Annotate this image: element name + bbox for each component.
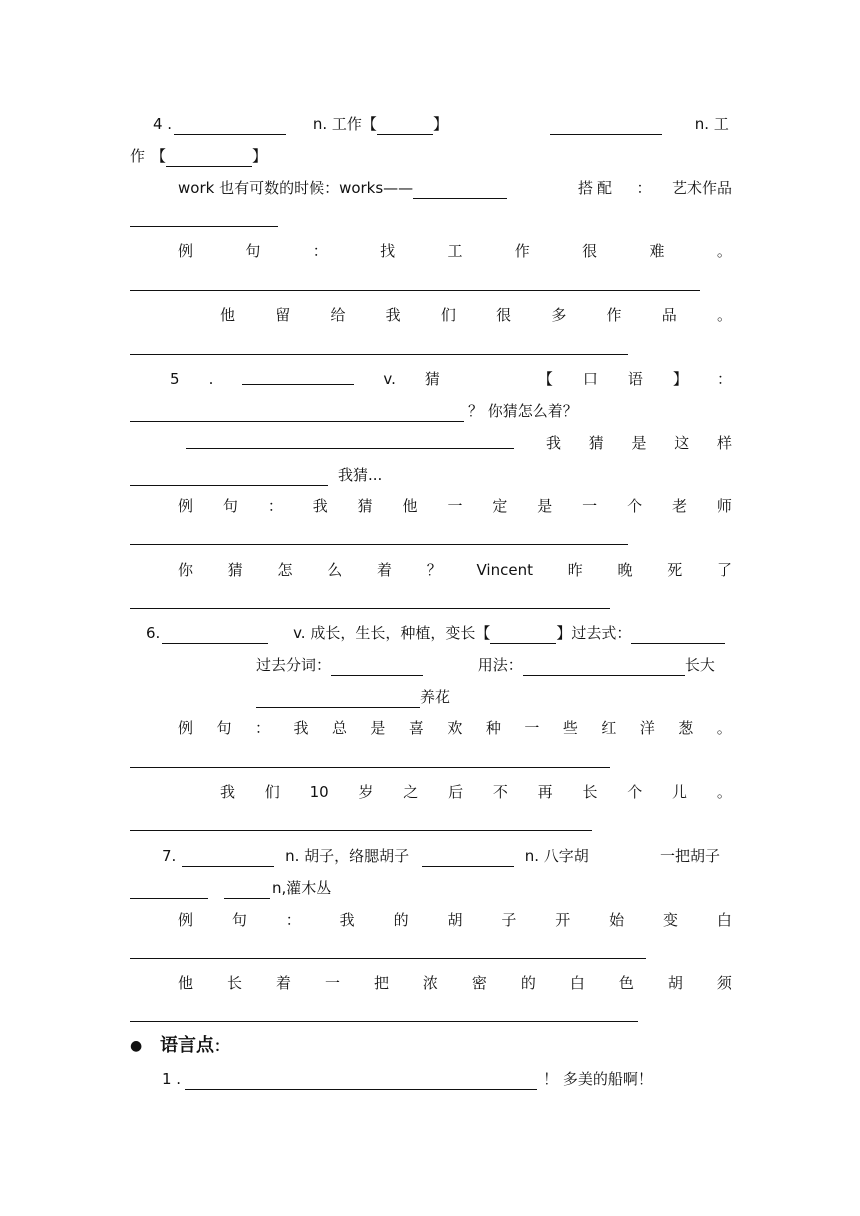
language-point-1-text: ！ 多美的船啊！ [543, 1070, 653, 1088]
item7-line2 [130, 877, 331, 899]
item4-meaning2: n. 工 [694, 115, 729, 133]
item5-example2-char: ？ [426, 561, 442, 579]
item4-example2 [220, 304, 732, 326]
item6-example1-char: ： [254, 719, 270, 737]
item6-example1-char: 洋 [639, 719, 655, 737]
item5-example1-char: 句 [222, 497, 238, 515]
item6-blank-5[interactable] [523, 659, 685, 676]
item6-line3 [256, 686, 450, 708]
item6-example1-char: 欢 [447, 719, 463, 737]
item4-note: work 也有可数的时候：works—— [178, 179, 414, 197]
item5-example1-answer[interactable] [130, 544, 628, 545]
item4-blank-2[interactable] [377, 118, 433, 135]
item5-example2-char: 么 [327, 561, 343, 579]
item5-dot: . [208, 370, 214, 388]
item5-example2-char: 怎 [277, 561, 293, 579]
item7-example1-char: 变 [663, 911, 679, 929]
item6-example1-answer[interactable] [130, 767, 610, 768]
bullet-icon: ● [130, 1038, 143, 1054]
item5-example2-char: 了 [716, 561, 732, 579]
item6-example2-char: 长 [582, 783, 598, 801]
item5-line3 [186, 432, 732, 454]
language-points-heading [130, 1033, 229, 1059]
item7-example2-char: 浓 [422, 974, 438, 992]
item6-past-label: 】过去式： [556, 624, 632, 642]
item4-line1-right [550, 113, 729, 135]
item5-example2-char: 死 [667, 561, 683, 579]
item4-example2-char: 品 [661, 306, 677, 324]
item4-blank-5[interactable] [413, 182, 507, 199]
item7-line1 [162, 845, 589, 867]
item6-example1-char: 我 [293, 719, 309, 737]
item7-example2-char: 一 [324, 974, 340, 992]
item6-example2-answer[interactable] [130, 830, 592, 831]
item7-example2-answer[interactable] [130, 1021, 638, 1022]
item6-example1 [178, 717, 732, 739]
item5-example1-char: 我 [312, 497, 328, 515]
item5-blank-1[interactable] [242, 368, 354, 385]
item4-example2-char: 多 [551, 306, 567, 324]
item5-example1-char: 师 [716, 497, 732, 515]
item7-example1 [178, 909, 732, 931]
item5-example2-answer[interactable] [130, 608, 610, 609]
item5-example1-char: 老 [671, 497, 687, 515]
item5-example2-char: Vincent [476, 561, 533, 579]
item7-m4: n,灌木丛 [272, 879, 332, 897]
item5-blank-3[interactable] [186, 432, 514, 449]
item4-example2-char: 他 [220, 306, 236, 324]
item6-example2 [220, 781, 732, 803]
language-point-1-blank[interactable] [185, 1073, 537, 1090]
item7-blank-2[interactable] [422, 850, 514, 867]
item6-example1-char: 是 [370, 719, 386, 737]
item4-example2-char: 们 [440, 306, 456, 324]
item6-example2-char: 个 [627, 783, 643, 801]
item4-example1-char: 找 [380, 242, 396, 260]
item6-blank-2[interactable] [490, 627, 556, 644]
item6-example1-char: 一 [524, 719, 540, 737]
item5-example1-char: 是 [537, 497, 553, 515]
item5-example1-char: ： [267, 497, 283, 515]
item5-tag-char: 】 [672, 370, 688, 388]
item4-rbracket: 】 [432, 115, 448, 133]
item6-blank-1[interactable] [162, 627, 268, 644]
item6-usage-label: 用法： [477, 656, 523, 674]
item7-blank-3[interactable] [130, 882, 208, 899]
item7-example1-char: 白 [716, 911, 732, 929]
item4-example2-char: 很 [496, 306, 512, 324]
item4-meaning1: n. 工作 [312, 115, 362, 133]
language-points-title: 语言点 [159, 1035, 214, 1056]
item7-example2-char: 须 [716, 974, 732, 992]
item4-collocation-colon: ： [636, 179, 652, 197]
item7-example2-char: 白 [569, 974, 585, 992]
item4-line1 [153, 113, 448, 135]
item7-example1-char: 开 [555, 911, 571, 929]
item4-example1-char: ： [312, 242, 328, 260]
item5-colon: ： [716, 370, 732, 388]
item6-example1-char: 。 [716, 719, 732, 737]
item7-example2-char: 他 [178, 974, 194, 992]
item4-example1-char: 很 [582, 242, 598, 260]
item6-example2-char: 再 [537, 783, 553, 801]
item5-example1-char: 一 [582, 497, 598, 515]
item5-example2-char: 你 [178, 561, 194, 579]
item7-m2: n. 八字胡 [524, 847, 589, 865]
item5-example2-char: 晚 [617, 561, 633, 579]
item5-example1 [178, 495, 732, 517]
item7-example2-char: 把 [373, 974, 389, 992]
item5-example1-char: 他 [402, 497, 418, 515]
item6-example2-char: 。 [716, 783, 732, 801]
item5-tag-char: 【 [537, 370, 553, 388]
item5-phrase2-char: 样 [716, 434, 732, 452]
item4-example1-char: 工 [447, 242, 463, 260]
item5-pos: v. [383, 370, 396, 388]
item6-example1-char: 喜 [408, 719, 424, 737]
item6-example2-char: 后 [448, 783, 464, 801]
item5-example2-char: 着 [377, 561, 393, 579]
item4-line2 [130, 145, 267, 167]
item6-example1-char: 种 [485, 719, 501, 737]
item5-example1-char: 一 [447, 497, 463, 515]
item5-example1-char: 猜 [357, 497, 373, 515]
language-point-1 [162, 1068, 653, 1090]
item7-example2 [178, 972, 732, 994]
item5-example1-char: 定 [492, 497, 508, 515]
item4-example1 [178, 240, 732, 262]
item4-blank-1[interactable] [174, 118, 286, 135]
item6-blank-3[interactable] [631, 627, 725, 644]
item7-example1-answer[interactable] [130, 958, 646, 959]
item5-line4 [130, 464, 382, 486]
item4-collocation-value: 艺术作品 [671, 179, 732, 197]
item4-blank-4[interactable] [166, 150, 252, 167]
item7-example2-char: 密 [471, 974, 487, 992]
item5-phrase2-char: 猜 [588, 434, 604, 452]
language-points-colon: ： [213, 1037, 229, 1055]
item5-example2 [178, 559, 732, 581]
item4-example1-char: 例 [178, 242, 194, 260]
item5-blank-2[interactable] [130, 405, 464, 422]
item4-collocation-label: 搭配 [578, 179, 617, 197]
item5-example2-char: 猜 [227, 561, 243, 579]
item7-example2-char: 的 [520, 974, 536, 992]
item6-pp-label: 过去分词： [256, 656, 332, 674]
item5-example1-char: 个 [627, 497, 643, 515]
item7-example1-char: 句 [231, 911, 247, 929]
item4-blank-3[interactable] [550, 118, 662, 135]
item5-phrase2-char: 是 [631, 434, 647, 452]
item5-phrase2-char: 我 [546, 434, 562, 452]
item4-example1-answer[interactable] [130, 290, 700, 291]
item6-number: 6. [146, 624, 161, 642]
item5-tag [538, 368, 688, 390]
item5-tag-char: 语 [627, 370, 643, 388]
item6-line1 [146, 622, 725, 644]
language-point-1-number: 1 . [162, 1070, 182, 1088]
item6-line2 [256, 654, 715, 676]
item7-example1-char: 的 [393, 911, 409, 929]
item7-example1-char: 例 [178, 911, 194, 929]
item5-tag-char: 口 [582, 370, 598, 388]
item4-example2-char: 。 [716, 306, 732, 324]
item7-example1-char: ： [285, 911, 301, 929]
item5-phrase2 [546, 432, 732, 454]
item6-example2-char: 岁 [358, 783, 374, 801]
item7-example2-char: 着 [275, 974, 291, 992]
item6-example2-char: 之 [403, 783, 419, 801]
item4-collocation [578, 177, 732, 199]
item7-m1: n. 胡子，络腮胡子 [285, 847, 410, 865]
item6-example2-char: 我 [220, 783, 236, 801]
item5-line2 [130, 400, 578, 422]
item4-lbracket: 【 [361, 115, 377, 133]
item5-meaning: 猜 [424, 370, 440, 388]
item6-example1-char: 句 [216, 719, 232, 737]
item6-example2-char: 不 [492, 783, 508, 801]
item6-example1-char: 红 [601, 719, 617, 737]
item4-blank-6[interactable] [130, 226, 278, 227]
item4-example2-answer[interactable] [130, 354, 628, 355]
item6-blank-6[interactable] [256, 691, 420, 708]
item4-example2-char: 给 [330, 306, 346, 324]
item6-blank-4[interactable] [331, 659, 423, 676]
item6-example1-char: 总 [331, 719, 347, 737]
item6-usage2: 养花 [420, 688, 451, 706]
item7-example1-char: 子 [501, 911, 517, 929]
item6-usage1: 长大 [684, 656, 715, 674]
item5-example2-char: 昨 [567, 561, 583, 579]
item7-m3: 一把胡子 [660, 847, 721, 865]
item4-lbracket-2: 【 [151, 147, 167, 165]
item4-number: 4 . [153, 115, 173, 133]
item4-example1-char: 。 [716, 242, 732, 260]
item6-example2-char: 儿 [672, 783, 688, 801]
item4-meaning2-cont: 作 [130, 147, 146, 165]
item4-line3 [178, 177, 507, 199]
item5-phrase3: 我猜... [338, 466, 383, 484]
item7-example2-char: 色 [618, 974, 634, 992]
item4-example2-char: 作 [606, 306, 622, 324]
item7-blank-4[interactable] [224, 882, 270, 899]
item4-example1-char: 句 [245, 242, 261, 260]
item7-example2-char: 长 [226, 974, 242, 992]
item4-rbracket-2: 】 [252, 147, 268, 165]
item5-blank-4[interactable] [130, 469, 328, 486]
item7-blank-1[interactable] [182, 850, 274, 867]
item7-number: 7. [162, 847, 177, 865]
item6-example1-char: 些 [562, 719, 578, 737]
item6-example2-char: 们 [264, 783, 280, 801]
item7-example1-char: 始 [609, 911, 625, 929]
item4-example2-char: 我 [385, 306, 401, 324]
item7-example1-char: 我 [339, 911, 355, 929]
item5-after1: ？ 你猜怎么着？ [468, 402, 578, 420]
item6-meaning: v. 成长，生长，种植，变长【 [293, 624, 491, 642]
item4-example1-char: 作 [514, 242, 530, 260]
item7-example1-char: 胡 [447, 911, 463, 929]
item7-example2-char: 胡 [667, 974, 683, 992]
item5-phrase2-char: 这 [674, 434, 690, 452]
item4-example1-char: 难 [649, 242, 665, 260]
item5-example1-char: 例 [178, 497, 194, 515]
item6-example1-char: 葱 [678, 719, 694, 737]
item6-example1-char: 例 [178, 719, 194, 737]
item5-number: 5 [170, 370, 180, 388]
item5-line1 [170, 368, 732, 390]
item6-example2-char: 10 [309, 783, 329, 801]
item4-example2-char: 留 [275, 306, 291, 324]
